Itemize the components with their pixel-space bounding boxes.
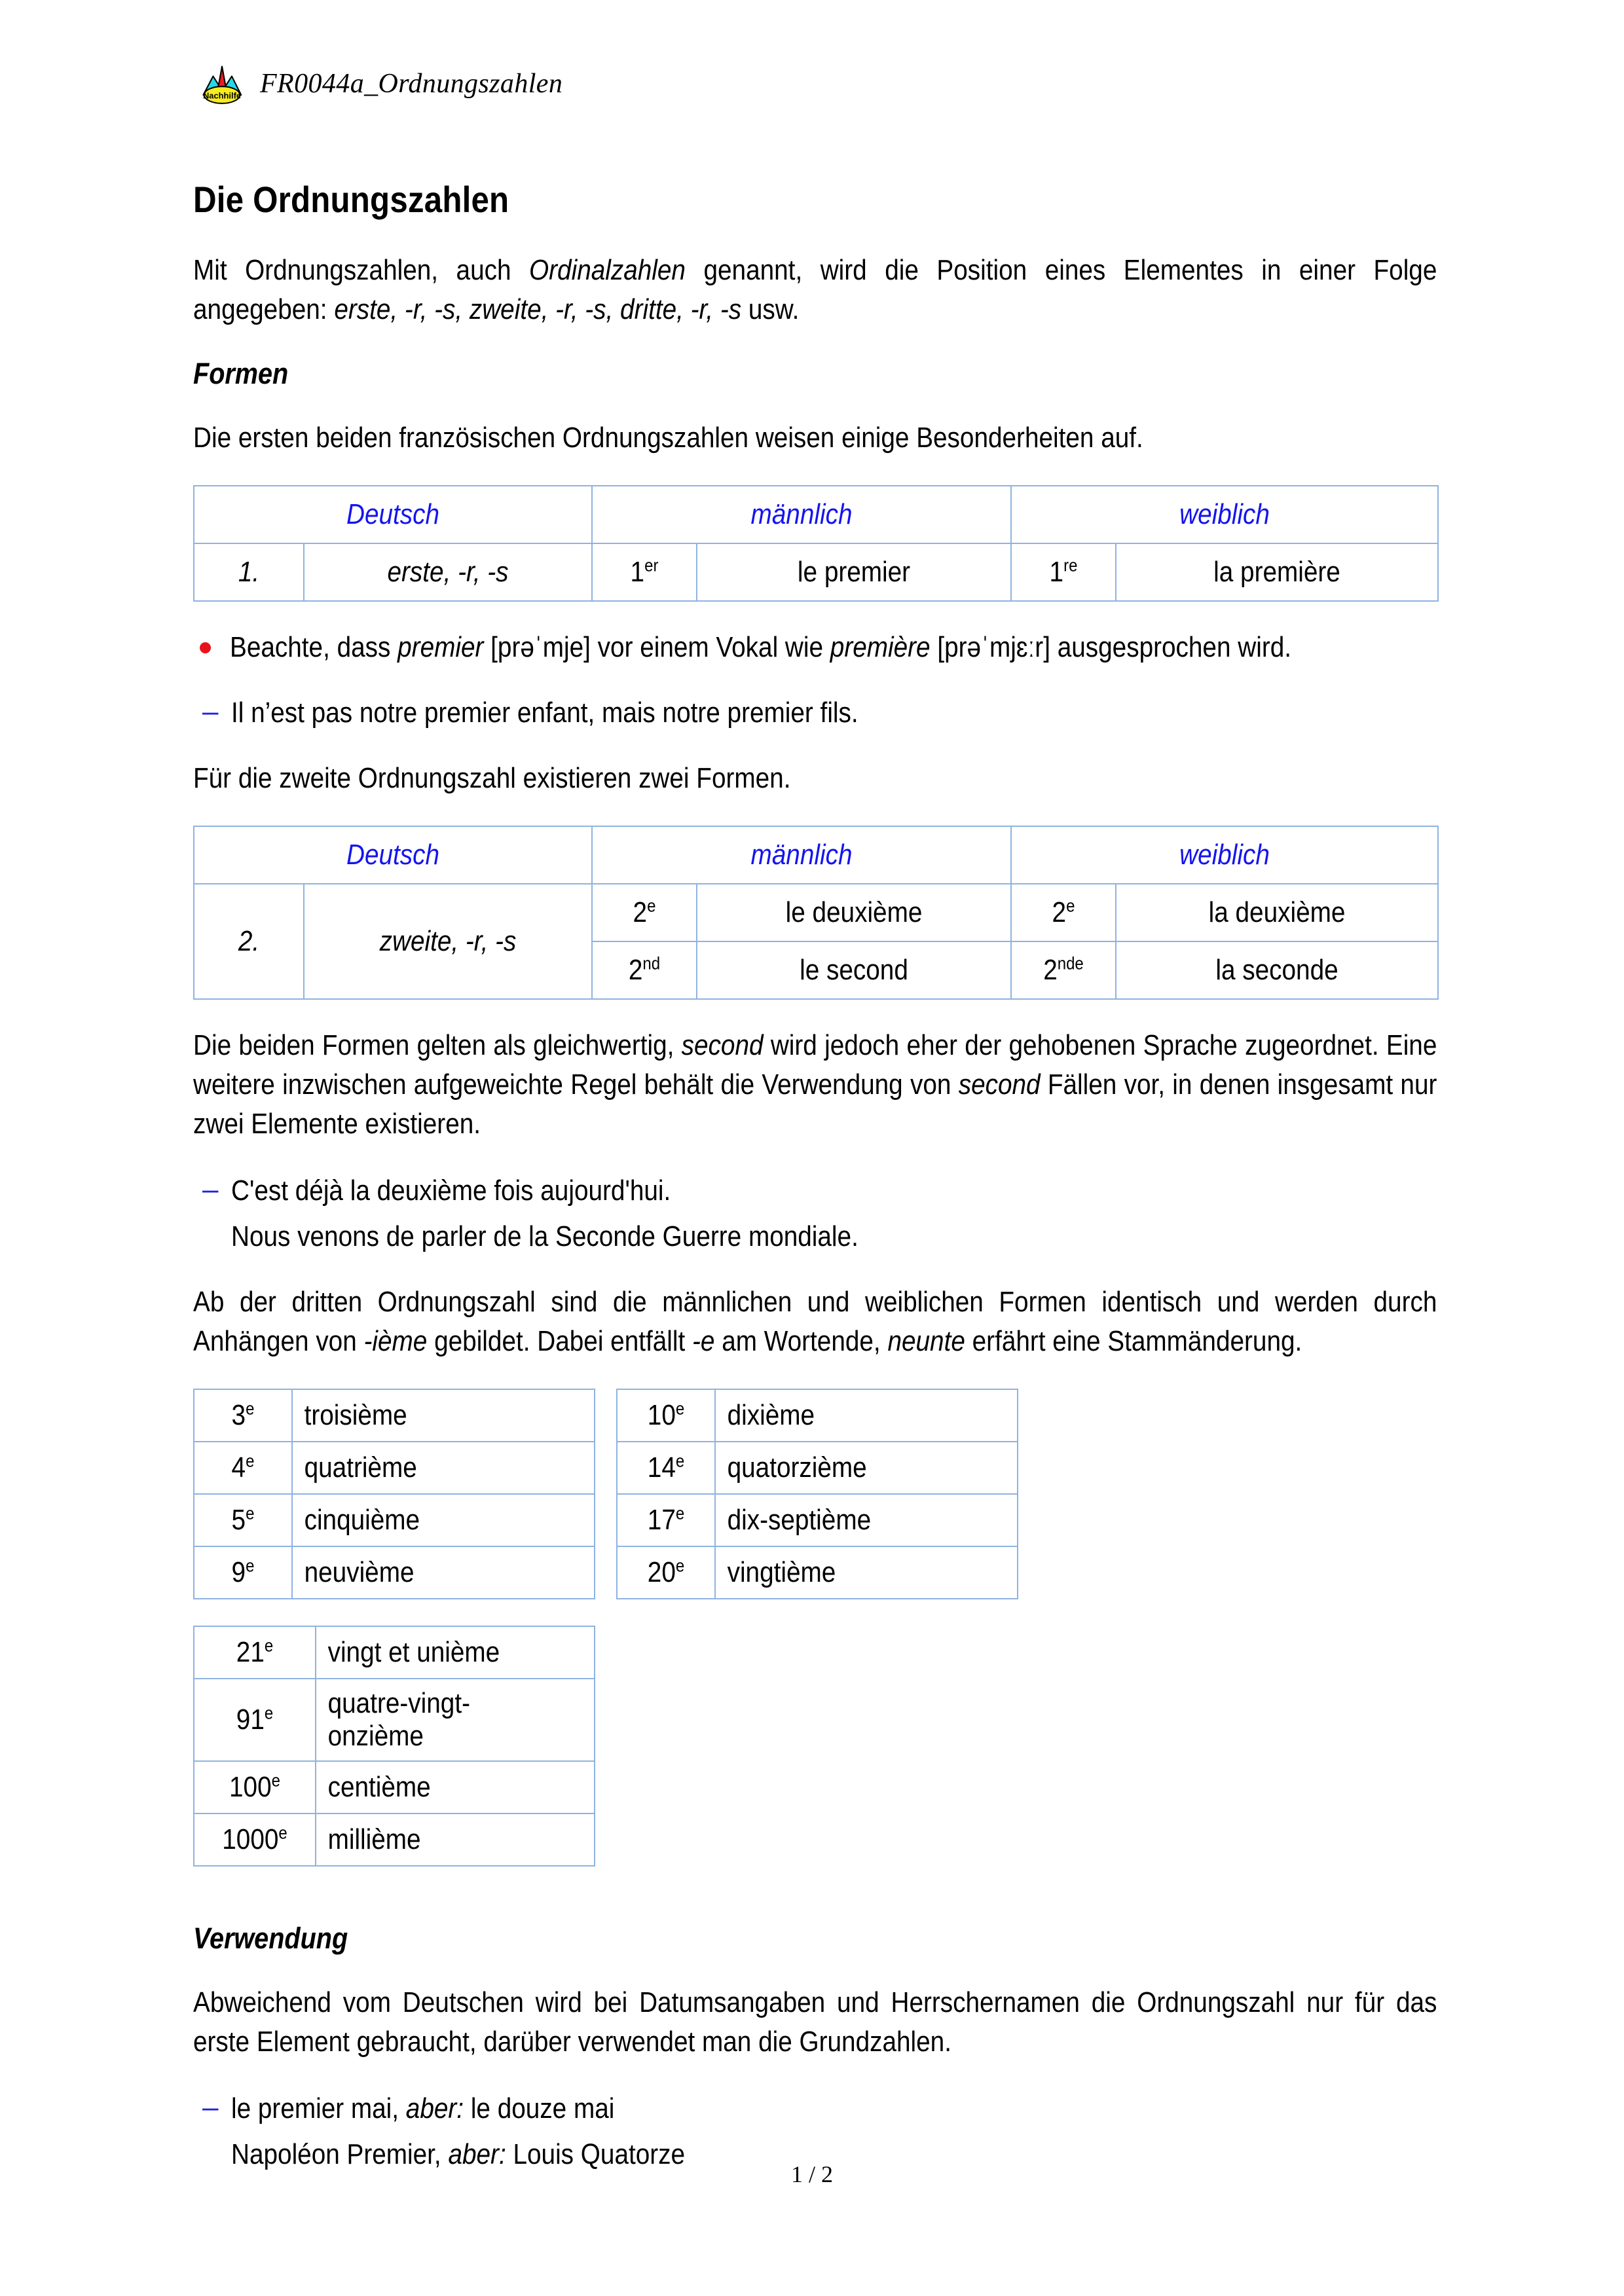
masc-abbr-sup: e: [647, 895, 656, 916]
column-header-maennlich: männlich: [592, 486, 1011, 543]
intro-part1: Mit Ordnungszahlen, auch: [193, 254, 530, 286]
section-heading-formen: Formen: [193, 357, 289, 390]
table-row: [194, 1442, 595, 1494]
cell-ordinal-abbr: [194, 1389, 292, 1442]
column-header-weiblich: weiblich: [1011, 826, 1438, 884]
masc-abbr-sup: nd: [642, 953, 661, 974]
ordinal-base: 4: [231, 1451, 246, 1484]
example-part2: le douze mai: [464, 2092, 615, 2124]
cell-ordinal-word: cinquième: [292, 1494, 595, 1546]
fem-abbr-sup: nde: [1057, 953, 1084, 974]
ordinal-number-tables: [193, 1389, 1437, 1893]
cell-german: erste, -r, -s: [304, 543, 592, 601]
cell-ordinal-word: dix-septième: [715, 1494, 1018, 1546]
ordinal-base: 91: [236, 1704, 265, 1736]
logo-label: Nachhilfe: [202, 90, 242, 101]
cell-ordinal-abbr: [194, 1546, 292, 1599]
table-row: [194, 1389, 595, 1442]
cell-ordinal-word: vingtième: [715, 1546, 1018, 1599]
fem-abbr-base: 2: [1052, 896, 1067, 928]
document-code: FR0044a_Ordnungszahlen: [260, 69, 563, 99]
table-row: [617, 1494, 1018, 1546]
para-second-part3: Fällen vor, in denen insgesamt nur zwei Elemente existieren.: [193, 1068, 1437, 1140]
table-row: [617, 1442, 1018, 1494]
cell-ordinal-word: troisième: [292, 1389, 595, 1442]
bullet-item-pronunciation: [193, 628, 1437, 667]
note-em-premiere: première: [830, 631, 931, 663]
cell-number: 2.: [194, 884, 304, 999]
column-header-deutsch: Deutsch: [194, 486, 592, 543]
table-row: [194, 1494, 595, 1546]
nachhilfe-mountain-logo-icon: [200, 63, 244, 105]
column-header-deutsch: Deutsch: [194, 826, 592, 884]
table-row: [194, 1679, 595, 1761]
para-third-part4: erfährt eine Stammänderung.: [965, 1325, 1302, 1357]
example-part1: le premier mai,: [231, 2092, 406, 2124]
document-content: [193, 178, 1437, 2200]
cell-fem-word: la seconde: [1116, 941, 1438, 999]
ordinal-base: 21: [236, 1636, 265, 1668]
para-third-part3: am Wortende,: [714, 1325, 888, 1357]
ordinal-base: 100: [229, 1771, 272, 1803]
fem-abbr-sup: re: [1063, 555, 1078, 575]
list-item: [193, 2089, 1437, 2128]
fem-abbr-base: 2: [1043, 954, 1058, 986]
para-third-part2: gebildet. Dabei entfällt: [427, 1325, 693, 1357]
cell-masc-word: le deuxième: [697, 884, 1011, 941]
table-row: [194, 1546, 595, 1599]
masc-abbr-base: 2: [628, 954, 643, 986]
table-header-row: [194, 826, 1438, 884]
ordinal-number-table-1: [193, 1389, 595, 1599]
ordinal-base: 5: [231, 1504, 246, 1536]
intro-em-ordinalzahlen: Ordinalzahlen: [529, 254, 686, 286]
cell-ordinal-word: quatre-vingt-onzième: [316, 1679, 595, 1761]
third-ordinal-paragraph: [193, 1283, 1437, 1361]
ordinal-base: 1000: [222, 1823, 279, 1855]
cell-ordinal-abbr: [617, 1389, 715, 1442]
cell-fem-abbr: [1011, 884, 1116, 941]
cell-ordinal-word: dixième: [715, 1389, 1018, 1442]
table-row: [194, 884, 1438, 941]
cell-masc-abbr: [592, 941, 697, 999]
masc-abbr-base: 2: [633, 896, 648, 928]
intro-part2: genannt, wird die Position eines Elementes in einer Folge angegeben:: [193, 254, 1437, 325]
formen-lead: Die ersten beiden französischen Ordnungszahlen weisen einige Besonderheiten auf.: [193, 422, 1143, 454]
example-text: Nous venons de parler de la Seconde Guerre mondiale.: [231, 1220, 858, 1252]
note-part2: [prəˈmje] vor einem Vokal wie: [483, 631, 830, 663]
para-second-em2: second: [958, 1068, 1041, 1101]
cell-fem-word: la deuxième: [1116, 884, 1438, 941]
list-item: [193, 693, 1437, 733]
table-row: [194, 1626, 595, 1679]
example-text: – Il n’est pas notre premier enfant, mais notre premier fils.: [231, 697, 858, 729]
cell-masc-word: le second: [697, 941, 1011, 999]
second-explanation-paragraph: [193, 1026, 1437, 1144]
intro-paragraph: [193, 251, 1437, 329]
second-lead: Für die zweite Ordnungszahl existieren zwei Formen.: [193, 762, 791, 794]
cell-ordinal-abbr: [194, 1679, 316, 1761]
cell-fem-abbr: [1011, 941, 1116, 999]
ordinal-table-second: [193, 826, 1439, 1000]
ordinal-sup: e: [264, 1702, 274, 1723]
note-em-premier: premier: [397, 631, 484, 663]
ordinal-sup: e: [264, 1635, 274, 1656]
intro-part3: usw.: [741, 293, 800, 325]
cell-ordinal-word: quatorzième: [715, 1442, 1018, 1494]
column-header-maennlich: männlich: [592, 826, 1011, 884]
cell-fem-word: la première: [1116, 543, 1438, 601]
para-third-part1: Ab der dritten Ordnungszahl sind die männlichen und weiblichen Formen identisch und werden durch Anhängen von: [193, 1286, 1437, 1357]
ordinal-table-first: [193, 485, 1439, 602]
list-item: [193, 1171, 1437, 1211]
verwendung-paragraph: Abweichend vom Deutschen wird bei Datumsangaben und Herrschernamen die Ordnungszahl nur für das erste Element gebraucht, darüber verwendet man die Grundzahlen.: [193, 1986, 1437, 2058]
cell-ordinal-abbr: [194, 1626, 316, 1679]
ordinal-sup: e: [246, 1450, 255, 1471]
masc-abbr-base: 1: [630, 556, 645, 588]
cell-ordinal-abbr: [194, 1761, 316, 1813]
example-list-second: [193, 1171, 1437, 1256]
cell-ordinal-abbr: [194, 1813, 316, 1866]
ordinal-sup: e: [675, 1450, 685, 1471]
cell-masc-abbr: [592, 543, 697, 601]
cell-masc-word: le premier: [697, 543, 1011, 601]
cell-ordinal-word: centième: [316, 1761, 595, 1813]
intro-em-forms: erste, -r, -s, zweite, -r, -s, dritte, -r, -s: [334, 293, 742, 325]
cell-ordinal-word: millième: [316, 1813, 595, 1866]
ordinal-base: 20: [647, 1556, 676, 1588]
cell-masc-abbr: [592, 884, 697, 941]
cell-german: zweite, -r, -s: [304, 884, 592, 999]
ordinal-number-table-2: [616, 1389, 1018, 1599]
example-em-aber: aber:: [405, 2092, 464, 2124]
fem-abbr-base: 1: [1049, 556, 1064, 588]
para-third-em1: -ième: [363, 1325, 428, 1357]
ordinal-sup: e: [278, 1822, 287, 1843]
ordinal-base: 10: [647, 1399, 676, 1431]
ordinal-sup: e: [675, 1555, 685, 1576]
fem-abbr-sup: e: [1066, 895, 1075, 916]
cell-fem-abbr: [1011, 543, 1116, 601]
para-third-em3: neunte: [887, 1325, 965, 1357]
example-part1: Napoléon Premier,: [231, 2138, 449, 2170]
cell-number: 1.: [194, 543, 304, 601]
cell-ordinal-word: neuvième: [292, 1546, 595, 1599]
ordinal-base: 9: [231, 1556, 246, 1588]
cell-ordinal-abbr: [617, 1494, 715, 1546]
ordinal-number-table-3: [193, 1626, 595, 1867]
ordinal-base: 14: [647, 1451, 676, 1484]
cell-ordinal-abbr: [194, 1494, 292, 1546]
ordinal-sup: e: [675, 1398, 685, 1419]
table-row: [617, 1389, 1018, 1442]
para-second-part1: Die beiden Formen gelten als gleichwertig,: [193, 1029, 682, 1061]
example-em-aber: aber:: [448, 2138, 506, 2170]
ordinal-sup: e: [246, 1555, 255, 1576]
page-footer: [0, 2160, 1624, 2188]
ordinal-base: 3: [231, 1399, 246, 1431]
cell-ordinal-abbr: [617, 1546, 715, 1599]
para-third-em2: -e: [692, 1325, 715, 1357]
table-row: [194, 1761, 595, 1813]
cell-ordinal-abbr: [194, 1442, 292, 1494]
page-header: [200, 63, 563, 105]
ordinal-base: 17: [647, 1504, 676, 1536]
masc-abbr-sup: er: [644, 555, 659, 575]
cell-ordinal-word: quatrième: [292, 1442, 595, 1494]
column-header-weiblich: weiblich: [1011, 486, 1438, 543]
table-row: [194, 1813, 595, 1866]
note-part3: [prəˈmjɛːr] ausgesprochen wird.: [930, 631, 1292, 663]
ordinal-sup: e: [271, 1770, 280, 1791]
section-heading-verwendung: Verwendung: [193, 1922, 348, 1955]
page-title: Die Ordnungszahlen: [193, 179, 509, 220]
page-number: 1 / 2: [790, 2161, 833, 2187]
cell-ordinal-word: vingt et unième: [316, 1626, 595, 1679]
table-row: [194, 543, 1438, 601]
example-text: – C'est déjà la deuxième fois aujourd'hui.: [231, 1175, 671, 1207]
cell-ordinal-abbr: [617, 1442, 715, 1494]
ordinal-sup: e: [246, 1503, 255, 1523]
para-second-em1: second: [681, 1029, 764, 1061]
table-row: [617, 1546, 1018, 1599]
table-header-row: [194, 486, 1438, 543]
note-list-premier: [193, 628, 1437, 667]
para-second-part2: wird jedoch eher der gehobenen Sprache zugeordnet. Eine weitere inzwischen aufgeweichte Regel behält die Verwendung von: [193, 1029, 1437, 1101]
example-list-premier: [193, 693, 1437, 733]
list-item: [193, 1217, 1437, 1256]
note-part1: Beachte, dass: [230, 631, 398, 663]
example-part2: Louis Quatorze: [506, 2138, 686, 2170]
ordinal-sup: e: [246, 1398, 255, 1419]
ordinal-sup: e: [675, 1503, 685, 1523]
